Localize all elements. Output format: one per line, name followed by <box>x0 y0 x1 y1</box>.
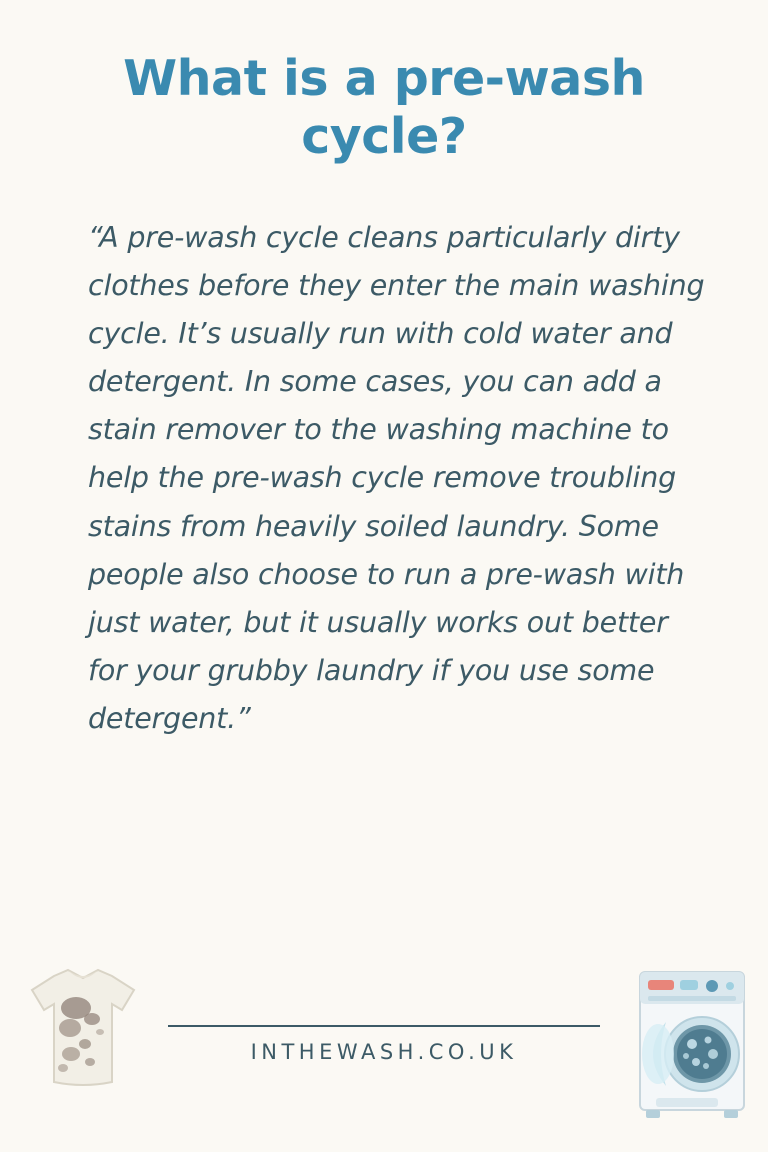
footer-divider <box>168 1025 600 1027</box>
site-name: INTHEWASH.CO.UK <box>250 1040 518 1064</box>
page-title: What is a pre-wash cycle? <box>123 50 645 165</box>
quote-paragraph: “A pre-wash cycle cleans particularly dirty clothes before they enter the main washing cycle. It’s usually run with cold water and detergent. In some cases, you can add a stain remover to the washing machine to help the pre-wash cycle remove troubling stains from heavily soiled laundry. Some people also choose to run a pre-wash with just water, but it usually works out better for your grubby laundry if you use some detergent.” <box>88 220 705 736</box>
stained-tshirt-illustration <box>8 962 158 1112</box>
footer <box>0 962 768 1152</box>
